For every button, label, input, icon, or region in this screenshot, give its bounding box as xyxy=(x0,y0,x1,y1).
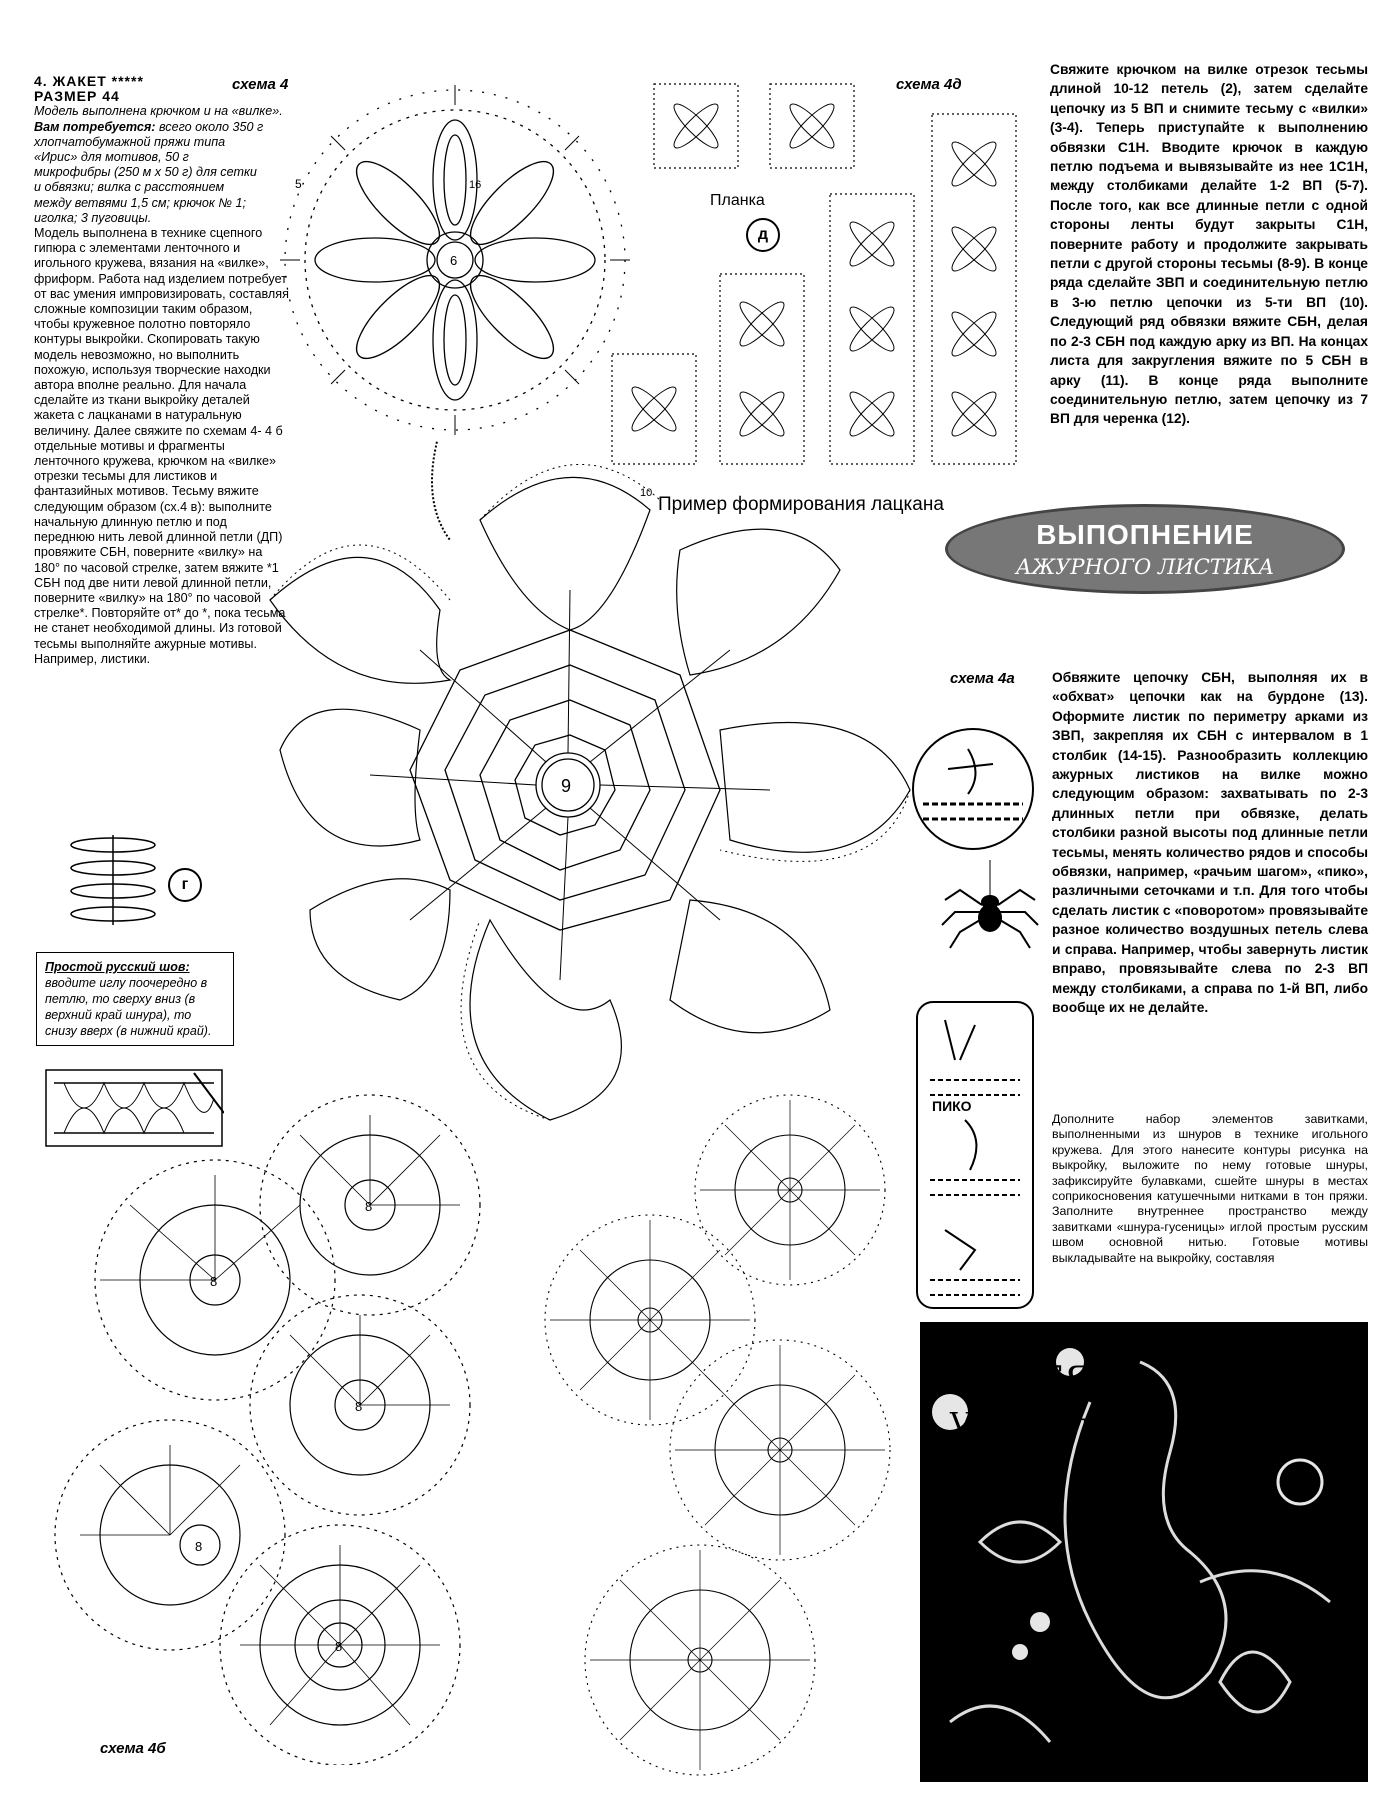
intro-text: Модель выполнена крючком и на «вилке». xyxy=(34,104,283,119)
flower-motif-diagram xyxy=(265,70,645,450)
lace-photo-svg xyxy=(920,1322,1368,1782)
instructions-bottom: Дополните набор элементов завитками, выполненными из шнуров в технике игольного кружева. Для этого нанесите контуры рисунка на выкройку, выложите по нему готовые шнуры, зафиксируйте булавками, сшейте шнуры в местах соприкосновения катушечными нитками в тон пряжи. Заполните внутреннее пространство между завитками «шнура-гусеницы» иглой простым русским швом основной нитью. Готовые мотивы выкладывайте на выкройку, составляя xyxy=(1052,1112,1368,1265)
article-size: РАЗМЕР 44 xyxy=(34,88,120,105)
flower-petal-number: 16 xyxy=(469,179,482,191)
spider-svg xyxy=(940,860,1040,950)
materials-text: всего около 350 г хлопчатобумажной пряжи типа «Ирис» для мотивов, 50 г микрофибры (250 м х 50 г) для сетки и обвязки; вилка с расстоянием между ветвями 1,5 см; крючок № 1; иголка; 3 пуговицы. xyxy=(34,119,264,225)
lace-photo xyxy=(920,1322,1368,1782)
motif-number-2: 8 xyxy=(210,1274,218,1289)
piko-label: ПИКО xyxy=(932,1098,972,1114)
scheme-4-label: схема 4 xyxy=(232,76,289,93)
section-banner xyxy=(945,504,1345,594)
spider-icon xyxy=(940,860,1040,950)
lapel-diagram xyxy=(250,440,940,1130)
tape-letter-g: г xyxy=(168,868,202,902)
flower-side-number: 5 xyxy=(295,177,302,191)
instructions-middle: Обвяжите цепочку СБН, выполняя их в «обхват» цепочки как на бурдоне (13). Оформите листик по периметру арками из ЗВП, закрепляя их СБН с интервалом в 1 столбик (14-15). Разнообразить коллекцию ажурных листиков на вилке можно следующим образом: захватывать по 2-3 длинных петли при обвязке, делать столбики разной высоты под длинные петли тесьмы, менять количество рядов и способы обвязки, например, «рачьим шагом», «пико», различными сеточками и т.п. Для того чтобы сделать листик с «поворотом» провязывайте разное количество воздушных петель слева и справа. Например, чтобы завернуть листик вправо, провязывайте слева по 2-3 ВП между столбиками, а справа по 1-й ВП, либо вообще их не делайте. xyxy=(1052,670,1368,1015)
lapel-title: Пример формирования лацкана xyxy=(658,494,944,515)
stitch-circle-illustration xyxy=(908,724,1038,854)
scheme-4b-label: схема 4б xyxy=(100,1740,166,1757)
motif-number-3: 8 xyxy=(355,1399,363,1414)
step-illustrations xyxy=(915,1000,1035,1310)
watermark-line-2: Vyazea.ru xyxy=(950,1407,1100,1442)
motif-number-5: 8 xyxy=(335,1639,343,1654)
scheme-4a-label: схема 4а xyxy=(950,670,1015,687)
motifs-4b-svg xyxy=(40,1075,520,1765)
banner-line-1: ВЫПОПНЕНИЕ xyxy=(1036,519,1254,550)
instructions-top: Свяжите крючком на вилке отрезок тесьмы длиной 10-12 петель (2), затем сделайте цепочку из 5 ВП и снимите тесьму с «вилки» (3-4). Теперь приступайте к выполнению обвязки С1Н. Вводите крючок в каждую петлю подъема и вывязывайте из нее 1С1Н, между столбиками делайте 1-2 ВП (5-7). После того, как все длинные петли с одной стороны ленты будут закрыты С1Н, поверните работу и продолжите закрывать петли с другой стороны тесьмы (8-9). В конце ряда сделайте ЗВП и соединительную петлю в 3-ю петлю цепочки из 5-ти ВП (10). Следующий ряд обвязки вяжите СБН, делая по 2-3 СБН под каждую арку из ВП. На концах листа для закругления вяжите по 5 СБН в арку (11). В конце ряда выполните соединительную петлю, затем цепочку из 7 ВП для черенка (12). xyxy=(1050,62,1368,427)
lapel-svg xyxy=(250,440,940,1130)
tape-diagram-svg xyxy=(58,830,168,930)
banner-line-2: АЖУРНОГО ЛИСТИКА xyxy=(1015,555,1275,579)
planka-svg xyxy=(602,74,1022,474)
materials-label: Вам потребуется: xyxy=(34,119,156,134)
planka-letter-d: д xyxy=(746,218,780,252)
seam-title: Простой русский шов: xyxy=(45,960,190,974)
snowflake-motifs-svg xyxy=(540,1090,920,1780)
seam-instruction-box xyxy=(36,952,234,1046)
motifs-4b-diagram xyxy=(40,1075,520,1765)
stitch-circle-svg xyxy=(908,724,1038,854)
watermark-line-1: ВЯЗЕЯ xyxy=(960,1360,1094,1401)
scheme-4d-label: схема 4д xyxy=(896,76,962,93)
motif-number-4: 8 xyxy=(195,1539,203,1554)
body-text: Модель выполнена в технике сцепного гипюра с элементами ленточного и игольного кружева, вязания на «вилке», фриформ. Работа над изделием потребует от вас умения импровизировать, составляя сложные композиции таким образом, чтобы кружевное полотно повторяло контуры выкройки. Скопировать такую модель невозможно, но выполнить похожую, используя творческие находки автора вполне реально. Для начала сделайте из ткани выкройку деталей жакета с лацканами в натуральную величину. Далее свяжите по схемам 4- 4 б отдельные мотивы и фрагменты ленточного кружева, крючком на «вилке» отрезки тесьмы для листиков и фантазийных мотивов. Тесьму вяжите следующим образом (сх.4 в): выполните начальную длинную петлю и под переднюю нить левой длинной петли (ДП) провяжите СБН, поверните «вилку» на 180° по часовой стрелке, затем вяжите *1 СБН под две нити левой длинной петли, поверните «вилку» на 180° по часовой стрелке*. Повторяйте от* до *, пока тесьма не станет необходимой длины. Из готовой тесьмы выполняйте ажурные мотивы. Например, листики. xyxy=(34,226,289,666)
lapel-leaf-number: 10 xyxy=(640,487,653,499)
flower-center-number: 6 xyxy=(450,253,458,268)
planka-label: Планка xyxy=(710,192,765,209)
motif-number-1: 8 xyxy=(365,1199,373,1214)
tape-diagram-g xyxy=(58,830,168,930)
materials-paragraph xyxy=(34,120,264,226)
flower-motif-svg xyxy=(265,70,645,450)
step-illustrations-svg xyxy=(915,1000,1035,1310)
planka-diagram xyxy=(602,74,1022,474)
seam-text: вводите иглу поочередно в петлю, то сверху вниз (в верхний край шнура), то снизу вверх (в нижний край). xyxy=(45,976,212,1038)
snowflake-motifs-diagram xyxy=(540,1090,920,1780)
lapel-center-number: 9 xyxy=(561,776,572,796)
article-title: 4. ЖАКЕТ ***** xyxy=(34,73,144,89)
